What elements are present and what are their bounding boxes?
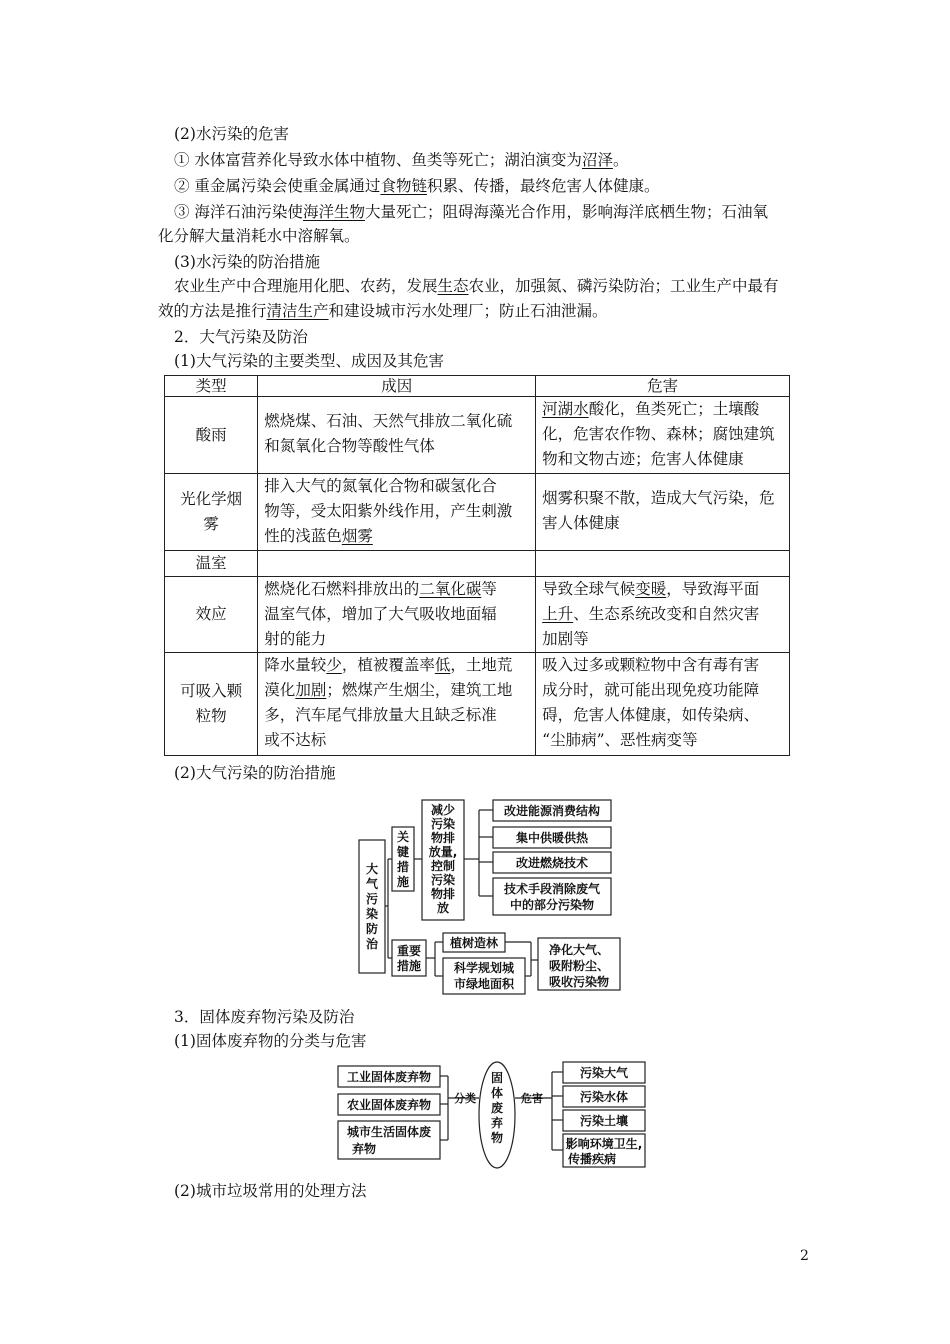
reduce-line: 放: [436, 901, 450, 915]
center-char: 弃: [490, 1116, 504, 1130]
reduce-line: 物排: [430, 887, 456, 901]
center-char: 固: [490, 1071, 504, 1085]
root-char: 治: [365, 937, 379, 951]
reduce-line: 控制: [430, 859, 456, 873]
urban-waste-heading: (2)城市垃圾常用的处理方法: [174, 1182, 367, 1200]
reduce-line: 减少: [430, 803, 456, 817]
waste-industrial: 工业固体废弃物: [346, 1070, 432, 1084]
air-heading: 2．大气污染及防治: [174, 328, 308, 346]
header-harm: 危害: [536, 376, 790, 397]
harm-soil: 污染土壤: [579, 1114, 629, 1128]
cause-cell: 燃烧化石燃料排放出的二氧化碳等 温室气体，增加了大气吸收地面辐 射的能力: [258, 577, 536, 653]
root-char: 气: [365, 877, 379, 891]
type-cell: 酸雨: [165, 397, 258, 474]
effect-line: 吸收污染物: [548, 975, 610, 989]
measure-energy: 改进能源消费结构: [503, 804, 601, 818]
cause-cell: 降水量较少，植被覆盖率低，土地荒 漠化加剧；燃煤产生烟尘，建筑工地 多，汽车尾气排放量大且缺乏标准 或不达标: [258, 653, 536, 756]
table-row-greenhouse: [165, 577, 790, 653]
effect-line: 净化大气、: [548, 943, 610, 957]
air-prevent-heading: (2)大气污染的防治措施: [174, 764, 336, 782]
cause-cell: 排入大气的氮氧化合物和碳氢化合 物等，受太阳紫外线作用，产生刺激 性的浅蓝色烟雾: [258, 474, 536, 551]
harm-cell: 导致全球气候变暖，导致海平面 上升、生态系统改变和自然灾害 加剧等: [536, 577, 790, 653]
waste-urban-line: 城市生活固体废: [346, 1125, 432, 1139]
solid-sub-heading: (1)固体废弃物的分类与危害: [174, 1032, 367, 1050]
waste-urban-line: 弃物: [351, 1142, 377, 1156]
reduce-line: 污染: [430, 873, 456, 887]
harm-water: 污染水体: [579, 1090, 629, 1104]
measure-tech-line: 中的部分污染物: [509, 898, 595, 912]
harm-cell: 吸入过多或颗粒物中含有毒有害 成分时，就可能出现免疫功能障 碍，危害人体健康，如传染病、 “尘肺病”、恶性病变等: [536, 653, 790, 756]
effect-line: 吸附粉尘、: [548, 959, 610, 973]
water-harm-heading: (2)水污染的危害: [174, 125, 289, 143]
harm-cell: 河湖水酸化，鱼类死亡；土壤酸 化，危害农作物、森林；腐蚀建筑 物和文物古迹；危害人体健康: [536, 397, 790, 474]
root-char: 大: [365, 862, 379, 876]
measure-heating: 集中供暖供热: [515, 831, 589, 845]
key-char: 措: [396, 860, 410, 874]
harm-air: 污染大气: [579, 1066, 629, 1080]
type-cell: 效应: [165, 577, 258, 653]
air-table-caption: (1)大气污染的主要类型、成因及其危害: [174, 352, 444, 370]
solid-heading: 3．固体废弃物污染及防治: [174, 1008, 355, 1026]
measure-planning-line: 科学规划城: [453, 961, 515, 975]
table-row-acid-rain: [165, 397, 790, 474]
reduce-line: 物排: [430, 831, 456, 845]
measure-planning-line: 市绿地面积: [453, 977, 515, 991]
table-row-particles: [165, 653, 790, 756]
center-char: 物: [490, 1131, 504, 1145]
center-char: 体: [490, 1086, 504, 1100]
solid-waste-diagram: [334, 1058, 648, 1170]
empty-cell: [536, 551, 790, 577]
type-cell: 温室: [165, 551, 258, 577]
table-row-photochemical-smog: [165, 474, 790, 551]
harm-label: 危害: [521, 1092, 543, 1105]
air-prevention-diagram: [355, 795, 630, 991]
center-char: 废: [490, 1101, 504, 1115]
empty-cell: [258, 551, 536, 577]
type-cell: 光化学烟 雾: [165, 474, 258, 551]
water-harm-item-3: ③ 海洋石油污染使海洋生物大量死亡；阻碍海藻光合作用，影响海洋底栖生物；石油氧: [174, 203, 768, 221]
water-prevent-text-1: 农业生产中合理施用化肥、农药，发展生态农业，加强氮、磷污染防治；工业生产中最有: [174, 277, 779, 295]
water-prevent-heading: (3)水污染的防治措施: [174, 253, 320, 271]
reduce-line: 放量,: [428, 845, 458, 859]
header-type: 类型: [165, 376, 258, 397]
root-char: 污: [365, 892, 379, 906]
type-cell: 可吸入颗 粒物: [165, 653, 258, 756]
classify-label: 分类: [454, 1092, 476, 1105]
reduce-line: 污染: [430, 817, 456, 831]
water-harm-item-3-cont: 化分解大量消耗水中溶解氧。: [158, 227, 360, 245]
harm-sanitation-line: 影响环境卫生,: [565, 1137, 643, 1151]
measure-tech-line: 技术手段消除废气: [503, 882, 601, 896]
water-harm-item-1: ① 水体富营养化导致水体中植物、鱼类等死亡；湖泊演变为沼泽。: [174, 151, 629, 169]
important-line: 措施: [396, 959, 422, 973]
harm-cell: 烟雾积聚不散，造成大气污染，危 害人体健康: [536, 474, 790, 551]
waste-agricultural: 农业固体废弃物: [346, 1098, 432, 1112]
air-pollution-table: [164, 375, 790, 756]
root-char: 染: [365, 907, 379, 921]
key-char: 施: [396, 875, 410, 889]
header-cause: 成因: [258, 376, 536, 397]
root-char: 防: [365, 922, 379, 936]
water-harm-item-2: ② 重金属污染会使重金属通过食物链积累、传播，最终危害人体健康。: [174, 177, 660, 195]
key-char: 关: [396, 830, 410, 844]
important-line: 重要: [396, 944, 422, 958]
measure-afforestation: 植树造林: [449, 936, 499, 950]
table-header-row: [165, 376, 790, 397]
cause-cell: 燃烧煤、石油、天然气排放二氧化硫 和氮氧化合物等酸性气体: [258, 397, 536, 474]
measure-combustion: 改进燃烧技术: [515, 856, 589, 870]
harm-sanitation-line: 传播疾病: [567, 1152, 617, 1166]
page-number: 2: [800, 1248, 809, 1264]
water-prevent-text-2: 效的方法是推行清洁生产和建设城市污水处理厂；防止石油泄漏。: [158, 302, 608, 320]
key-char: 键: [396, 845, 410, 859]
table-row-greenhouse-title: [165, 551, 790, 577]
